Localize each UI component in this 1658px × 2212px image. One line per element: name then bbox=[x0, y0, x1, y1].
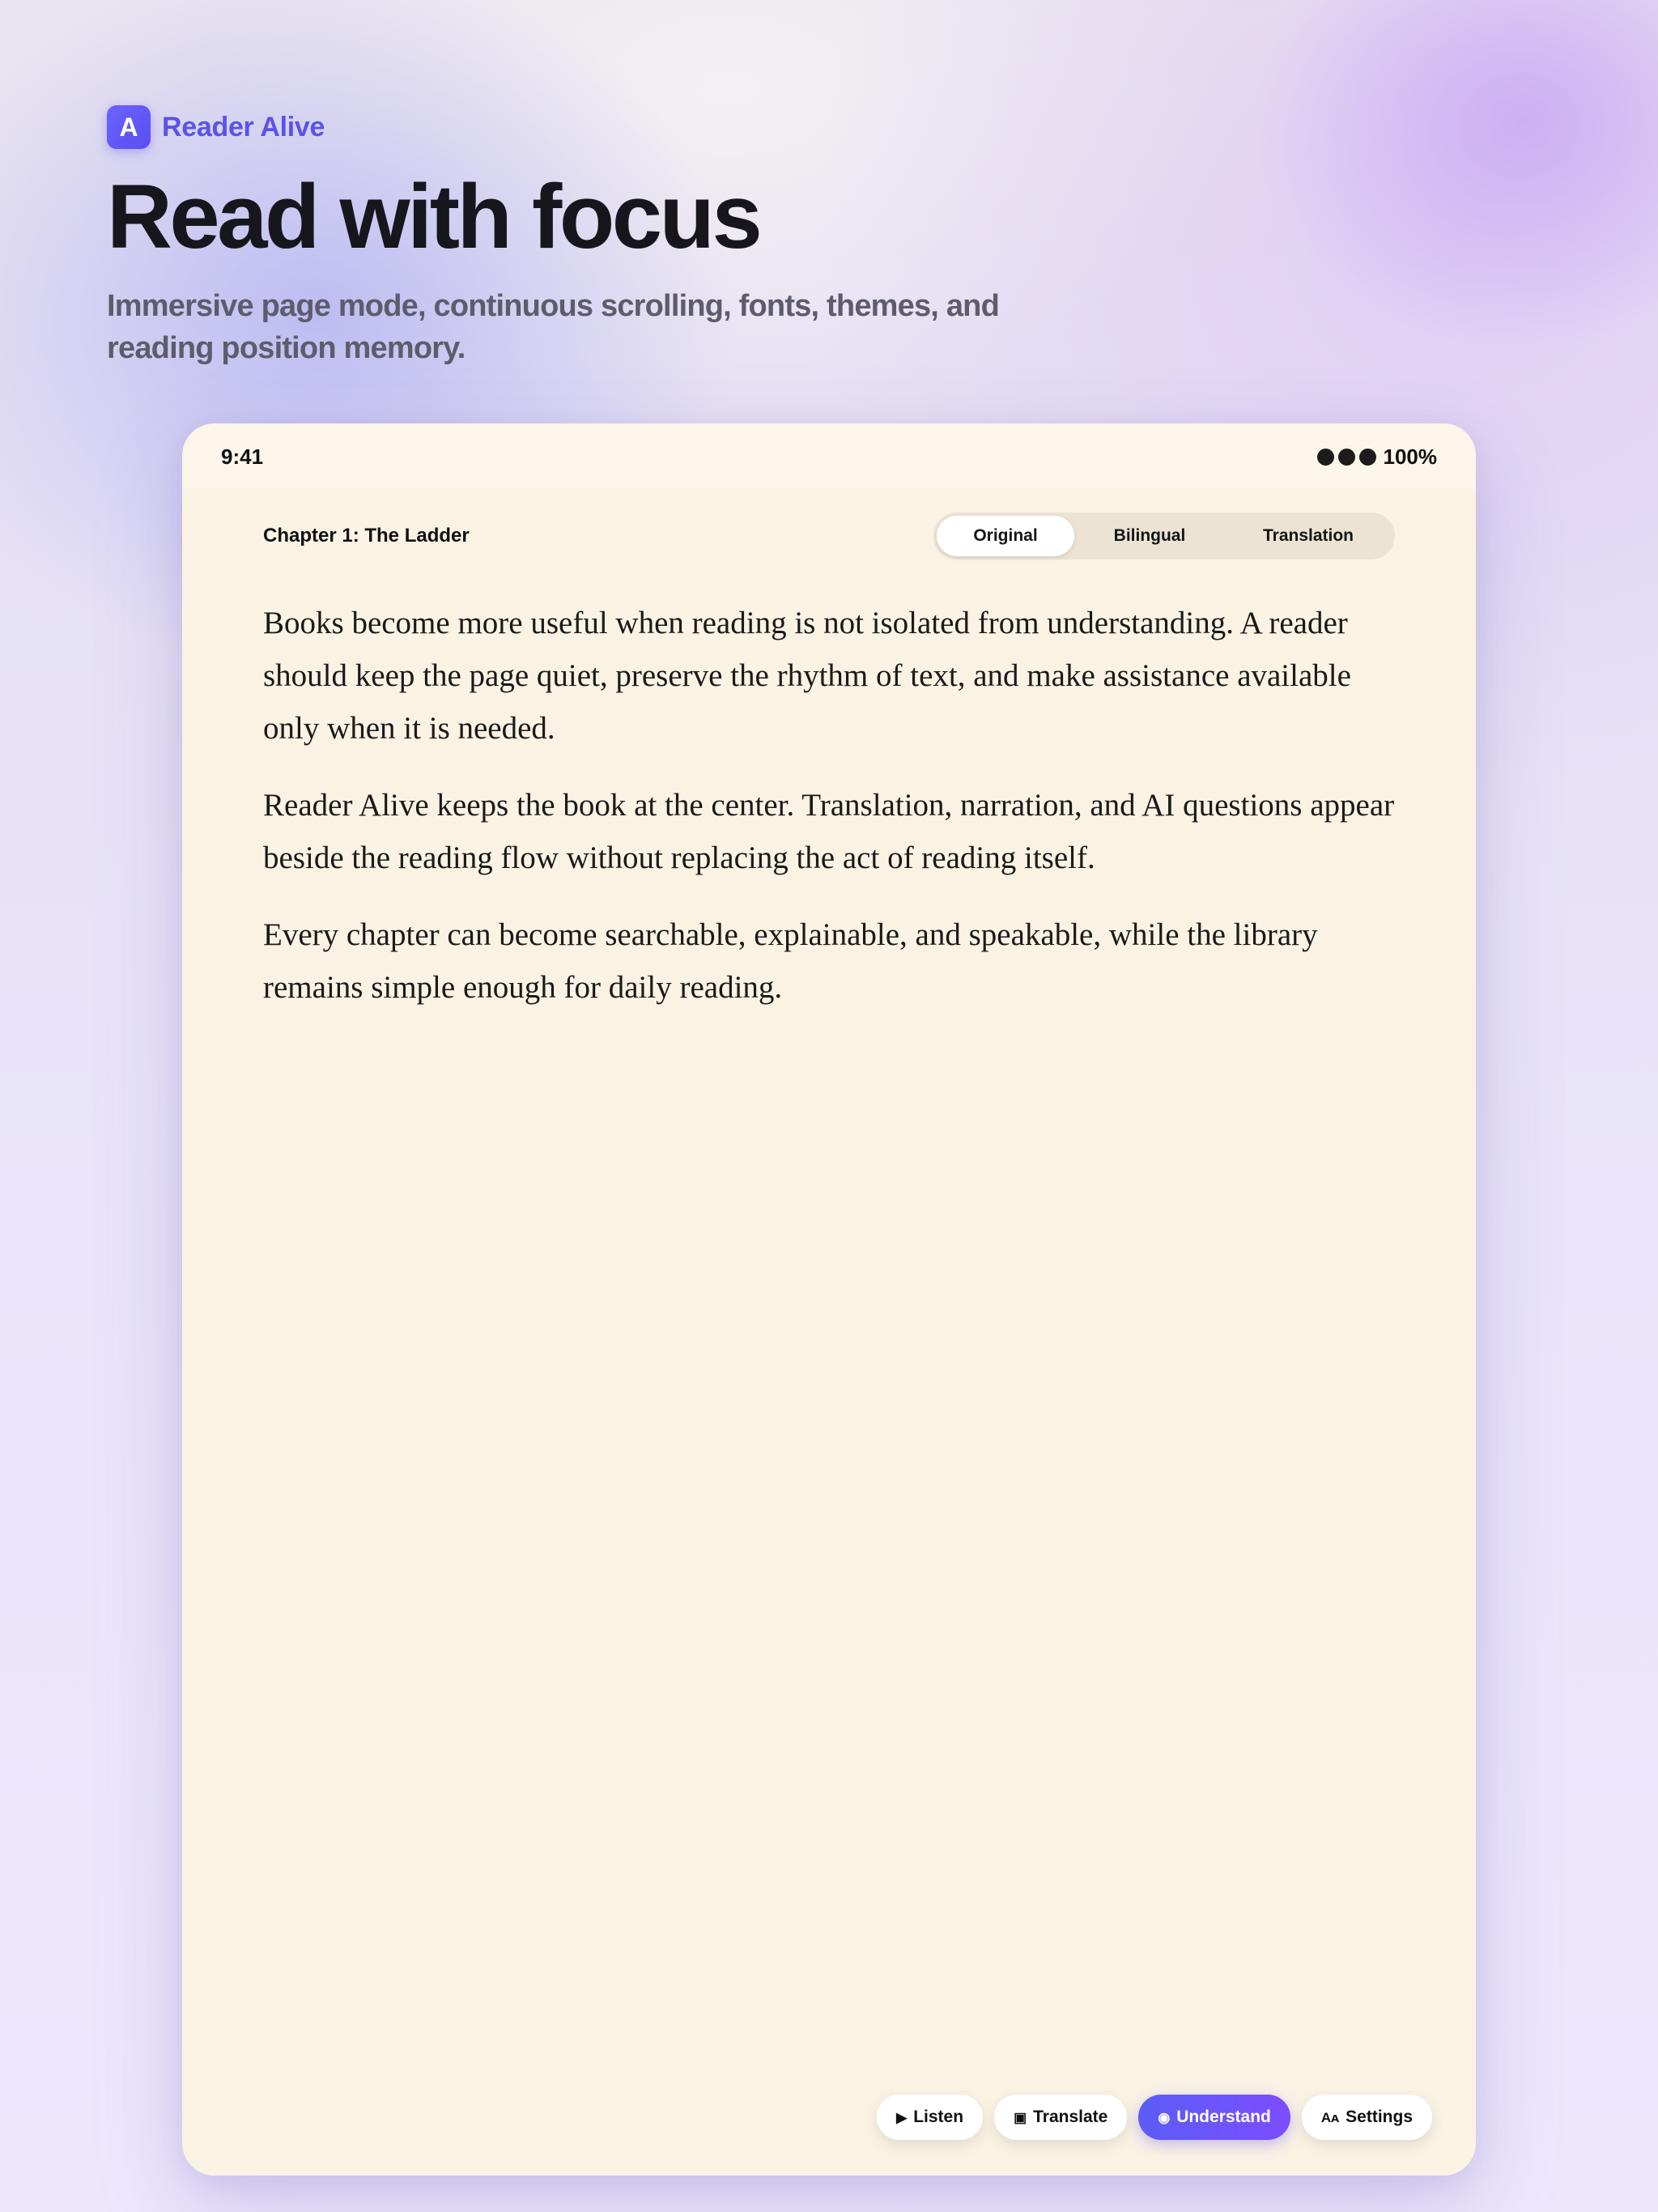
settings-button[interactable] bbox=[1302, 2095, 1432, 2140]
status-bar bbox=[182, 423, 1476, 490]
device-frame bbox=[182, 423, 1476, 2176]
reader-header bbox=[263, 513, 1395, 559]
app-name: Reader Alive bbox=[162, 111, 325, 143]
translate-button[interactable] bbox=[994, 2095, 1127, 2140]
signal-dot-icon bbox=[1359, 449, 1376, 466]
mode-translation-tab[interactable]: Translation bbox=[1262, 526, 1354, 545]
hero-title: Read with focus bbox=[107, 166, 760, 267]
hero-section bbox=[107, 105, 1159, 369]
listen-button[interactable] bbox=[877, 2095, 983, 2140]
reading-content bbox=[263, 597, 1413, 1038]
mode-switcher bbox=[933, 513, 1395, 559]
settings-label: Settings bbox=[1346, 2108, 1413, 2126]
play-icon: ▶ bbox=[896, 2109, 908, 2125]
reader-action-bar bbox=[877, 2095, 1432, 2140]
battery-level: 100% bbox=[1383, 444, 1437, 469]
reading-paragraph: Reader Alive keeps the book at the center. Translation, narration, and AI questions appear beside the reading flow without replacing the act of reading itself. bbox=[263, 788, 1395, 875]
status-time: 9:41 bbox=[221, 444, 264, 469]
reading-paragraph: Every chapter can become searchable, explainable, and speakable, while the library remains simple enough for daily reading. bbox=[263, 917, 1318, 1005]
listen-label: Listen bbox=[913, 2108, 964, 2126]
translate-icon: ▣ bbox=[1014, 2109, 1027, 2125]
signal-dot-icon bbox=[1317, 449, 1334, 466]
app-logo-icon: A bbox=[107, 105, 151, 149]
understand-icon: ◉ bbox=[1158, 2109, 1171, 2125]
hero-subtitle: Immersive page mode, continuous scrolling, fonts, themes, and reading position memory. bbox=[107, 289, 999, 365]
brand bbox=[107, 105, 1159, 149]
translate-label: Translate bbox=[1033, 2108, 1108, 2126]
chapter-title: Chapter 1: The Ladder bbox=[263, 525, 470, 547]
signal-dot-icon bbox=[1338, 449, 1355, 466]
font-size-icon: Aᴀ bbox=[1320, 2109, 1340, 2125]
mode-bilingual-tab[interactable]: Bilingual bbox=[1113, 526, 1186, 545]
status-indicators bbox=[1317, 445, 1438, 470]
mode-original-tab[interactable]: Original bbox=[937, 516, 1074, 556]
reading-paragraph: Books become more useful when reading is not isolated from understanding. A reader should keep the page quiet, preserve the rhythm of text, and make assistance available only when it is needed. bbox=[263, 606, 1351, 746]
understand-button[interactable] bbox=[1138, 2095, 1290, 2140]
understand-label: Understand bbox=[1176, 2108, 1271, 2126]
